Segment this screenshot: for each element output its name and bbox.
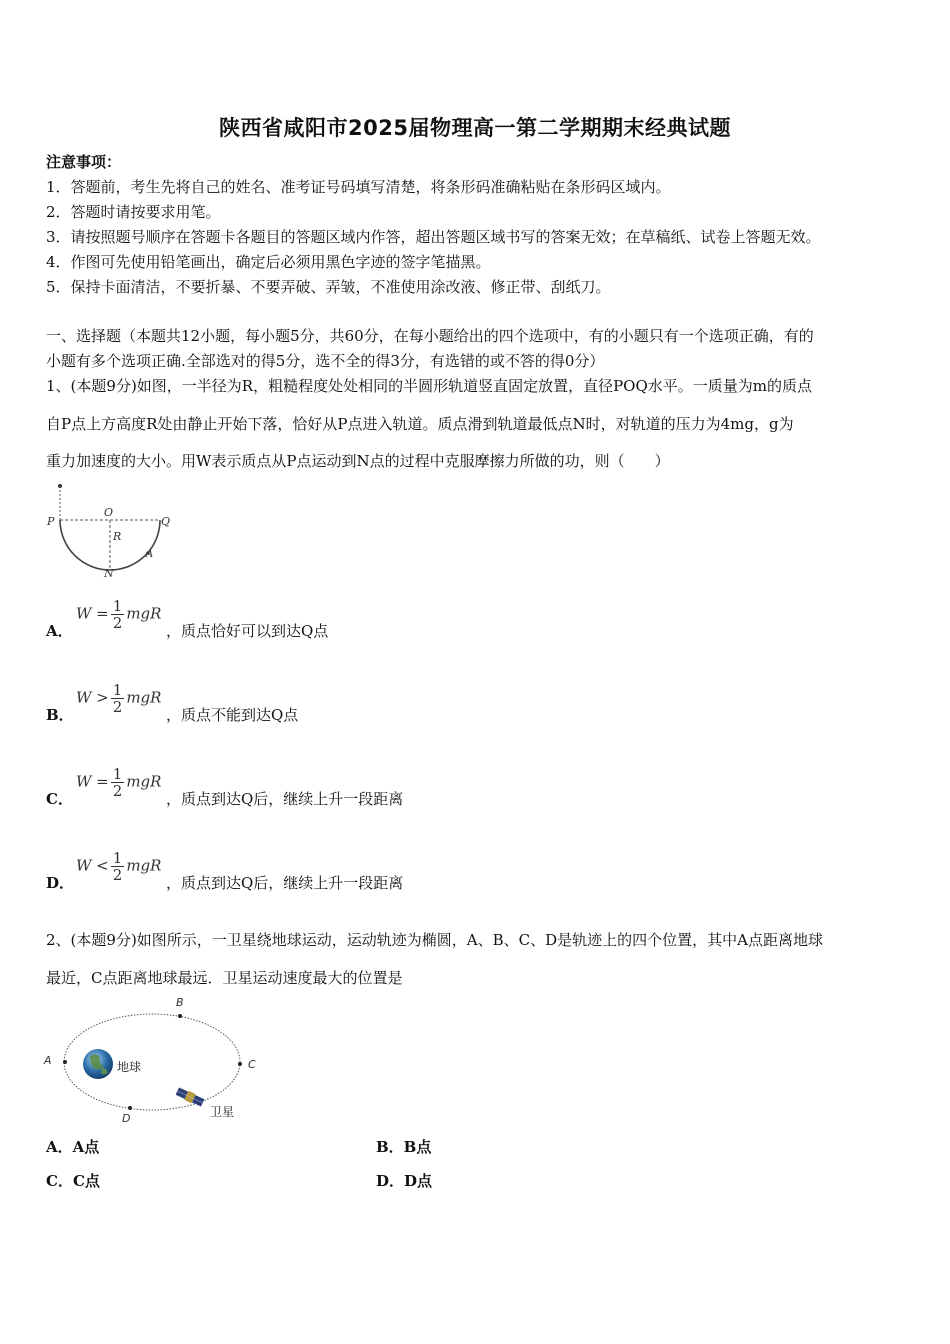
option-label: C． [46,790,73,808]
question-1-text: 自P点上方高度R处由静止开始下落，恰好从P点进入轨道。质点滑到轨道最低点N时，对轨道的压力为4mg，g为 [46,415,794,433]
orbit-figure [40,992,270,1127]
notice-item: 2．答题时请按要求用笔。 [46,203,221,221]
question-1-text: 1、(本题9分)如图，一半径为R，粗糙程度处处相同的半圆形轨道竖直固定放置，直径POQ水平。一质量为m的质点 [46,377,813,395]
q2-choice-b[interactable]: B．B点 [376,1138,432,1156]
question-2-text: 最近，C点距离地球最远．卫星运动速度最大的位置是 [46,969,403,987]
orbit-point-b [178,1014,182,1018]
satellite-icon [175,1087,205,1108]
option-formula: W = $\frac{1}{2}$ mgR [76,765,162,800]
option-label: D． [46,874,75,892]
notice-item: 1．答题前，考生先将自己的姓名、准考证号码填写清楚，将条形码准确粘贴在条形码区域内。 [46,178,671,196]
orbit-label-d: D [122,1112,131,1125]
label-o: O [104,506,114,519]
option-text: ，质点到达Q后，继续上升一段距离 [166,790,404,808]
option-text: ，质点不能到达Q点 [166,706,299,724]
orbit-point-a [63,1060,67,1064]
earth-icon [83,1049,113,1079]
orbit-label-c: C [248,1058,256,1071]
section-heading-cont: 小题有多个选项正确.全部选对的得5分，选不全的得3分，有选错的或不答的得0分） [46,352,605,370]
section-heading: 一、选择题（本题共12小题，每小题5分，共60分，在每小题给出的四个选项中，有的小题只有一个选项正确，有的 [46,327,814,345]
page-title: 陕西省咸阳市2025届物理高一第二学期期末经典试题 [219,116,731,140]
notice-item: 4．作图可先使用铅笔画出，确定后必须用黑色字迹的签字笔描黑。 [46,253,491,271]
label-a: A [146,549,154,560]
q2-choice-c[interactable]: C．C点 [46,1172,100,1190]
q2-choice-d[interactable]: D．D点 [376,1172,433,1190]
q2-choice-a[interactable]: A．A点 [46,1138,100,1156]
notice-item: 3．请按照题号顺序在答题卡各题目的答题区域内作答，超出答题区域书写的答案无效；在草稿纸、试卷上答题无效。 [46,228,821,246]
option-formula: W < $\frac{1}{2}$ mgR [76,849,162,884]
option-formula: W > $\frac{1}{2}$ mgR [76,681,162,716]
option-formula: W = $\frac{1}{2}$ mgR [76,597,162,632]
notice-item: 5．保持卡面清洁，不要折暴、不要弄破、弄皱，不准使用涂改液、修正带、刮纸刀。 [46,278,611,296]
question-2-text: 2、(本题9分)如图所示，一卫星绕地球运动，运动轨迹为椭圆，A、B、C、D是轨迹上的四个位置，其中A点距离地球 [46,931,823,949]
orbit-label-b: B [176,996,184,1009]
satellite-label: 卫星 [210,1105,235,1119]
orbit-label-a: A [44,1054,52,1067]
label-p: P [47,515,55,528]
label-r: R [113,530,122,543]
orbit-point-c [238,1062,242,1066]
question-1-text: 重力加速度的大小。用W表示质点从P点运动到N点的过程中克服摩擦力所做的功，则（ ） [46,452,670,470]
orbit-point-d [128,1106,132,1110]
notice-heading: 注意事项： [46,153,122,171]
semicircle-track-figure [44,480,179,580]
option-label: B． [46,706,74,724]
option-text: ，质点恰好可以到达Q点 [166,622,329,640]
option-text: ，质点到达Q后，继续上升一段距离 [166,874,404,892]
option-label: A． [46,622,73,640]
label-n: N [104,567,114,580]
label-q: Q [161,515,171,528]
earth-label: 地球 [117,1060,142,1074]
